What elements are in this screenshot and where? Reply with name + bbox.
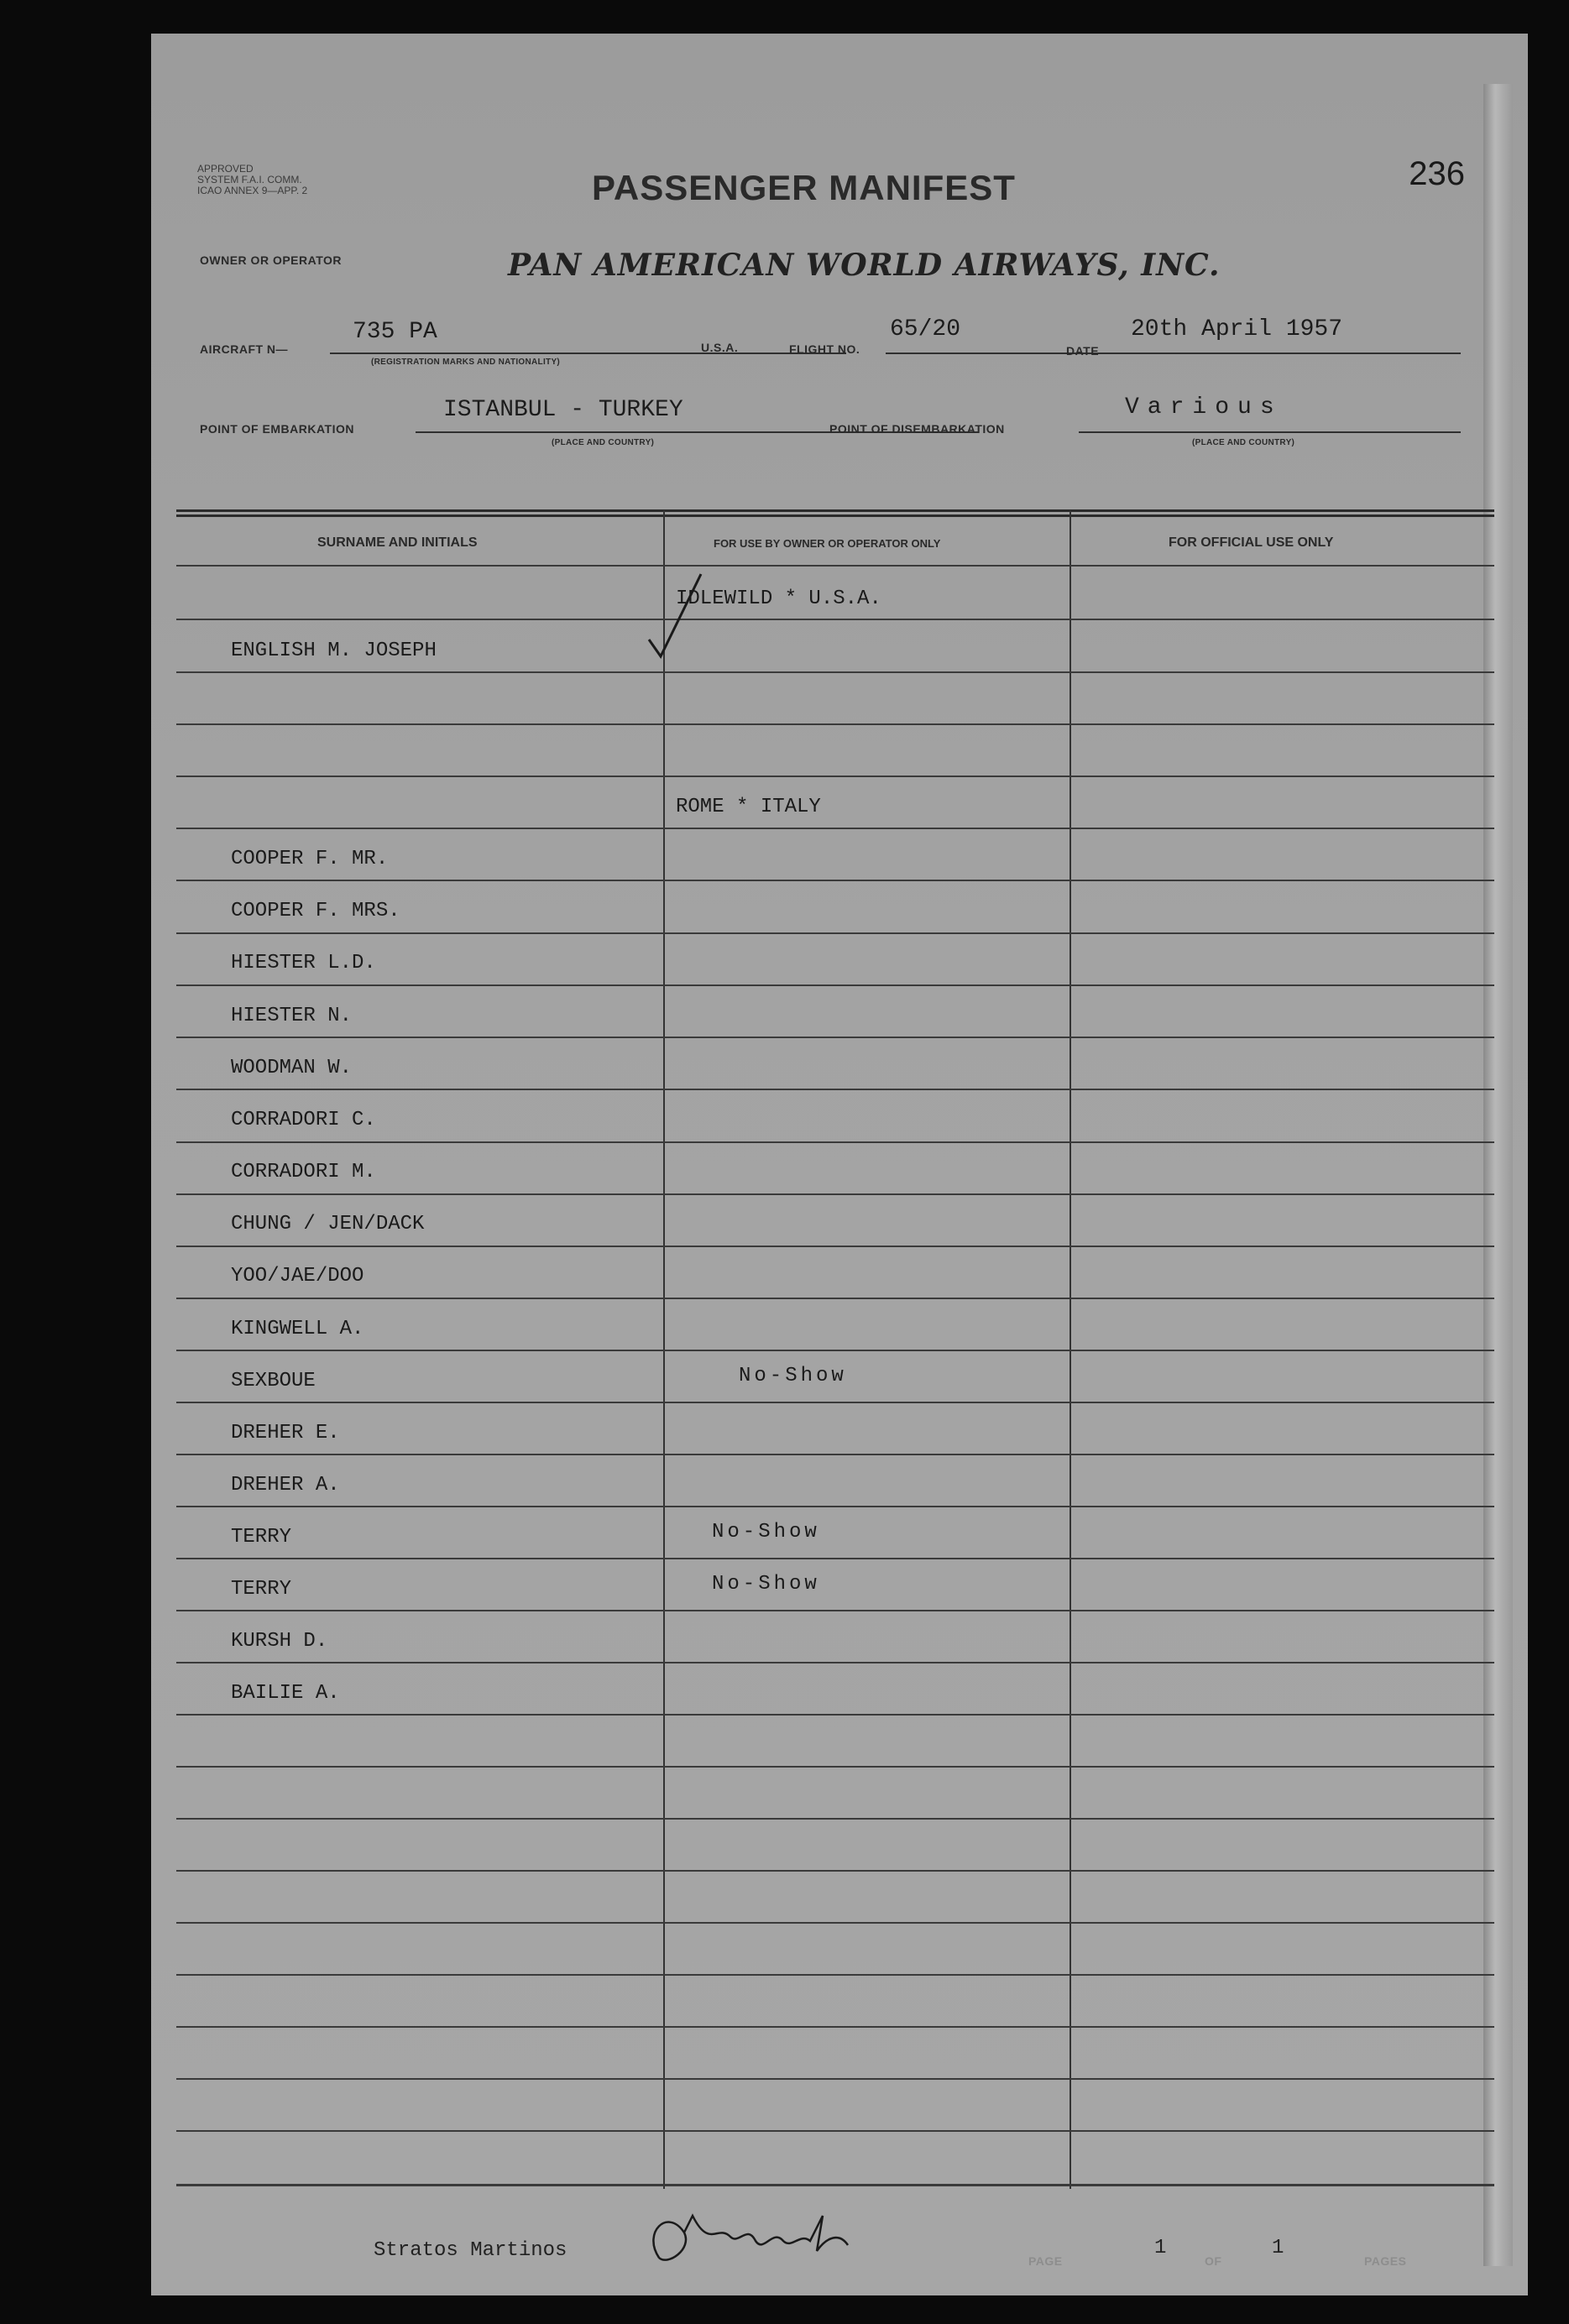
disembark-value: Various: [1125, 394, 1283, 420]
approval-block: [197, 164, 307, 196]
header-official-use: FOR OFFICIAL USE ONLY: [1169, 535, 1334, 550]
date-label: DATE: [1066, 344, 1100, 358]
passenger-name: SEXBOUE: [231, 1370, 316, 1392]
passenger-name: HIESTER L.D.: [231, 952, 376, 974]
approval-line: APPROVED: [197, 163, 254, 175]
of-label: OF: [1205, 2254, 1222, 2268]
aircraft-label: AIRCRAFT N—: [200, 342, 289, 356]
no-show-note: No-Show: [712, 1521, 820, 1543]
operator-name: PAN AMERICAN WORLD AIRWAYS, INC.: [508, 248, 1221, 283]
disembark-caption: (PLACE AND COUNTRY): [1192, 438, 1295, 447]
passenger-name: ENGLISH M. JOSEPH: [231, 640, 437, 662]
embark-value: ISTANBUL - TURKEY: [443, 397, 683, 423]
header-operator-use: FOR USE BY OWNER OR OPERATOR ONLY: [714, 537, 941, 550]
pages-label: PAGES: [1364, 2254, 1407, 2268]
passenger-name: KURSH D.: [231, 1630, 328, 1653]
aircraft-value: 735 PA: [353, 319, 437, 345]
form-title: PASSENGER MANIFEST: [592, 168, 1016, 207]
passenger-name: CHUNG / JEN/DACK: [231, 1213, 425, 1235]
owner-label: OWNER OR OPERATOR: [200, 253, 342, 267]
embark-label: POINT OF EMBARKATION: [200, 422, 354, 436]
passenger-name: BAILIE A.: [231, 1682, 340, 1705]
manifest-sheet: [151, 34, 1528, 2295]
page-value: 1: [1154, 2237, 1167, 2259]
underlying-sheet-edge: [1483, 84, 1513, 2266]
checkmark-icon: [642, 571, 709, 663]
passenger-name: CORRADORI M.: [231, 1161, 376, 1183]
no-show-note: No-Show: [712, 1573, 820, 1595]
passenger-name: TERRY: [231, 1578, 292, 1601]
passenger-name: DREHER A.: [231, 1474, 340, 1496]
passenger-name: YOO/JAE/DOO: [231, 1265, 364, 1287]
passenger-name: WOODMAN W.: [231, 1057, 353, 1079]
destination-rome: ROME * ITALY: [676, 796, 821, 818]
date-value: 20th April 1957: [1131, 316, 1343, 342]
flight-label: FLIGHT NO.: [789, 342, 860, 356]
passenger-name: TERRY: [231, 1526, 292, 1548]
approval-line: ICAO ANNEX 9—APP. 2: [197, 185, 308, 196]
passenger-name: DREHER E.: [231, 1422, 340, 1444]
usa-label: U.S.A.: [701, 341, 739, 354]
disembark-label: POINT OF DISEMBARKATION: [829, 422, 1005, 436]
registration-caption: (REGISTRATION MARKS AND NATIONALITY): [371, 358, 561, 367]
passenger-name: COOPER F. MR.: [231, 848, 389, 870]
signature-image: [634, 2199, 860, 2274]
preparer-name: Stratos Martinos: [374, 2239, 567, 2262]
page-label: PAGE: [1028, 2254, 1063, 2268]
embark-caption: (PLACE AND COUNTRY): [552, 438, 655, 447]
passenger-name: HIESTER N.: [231, 1005, 353, 1027]
flight-value: 65/20: [890, 316, 961, 342]
destination-idlewild: IDLEWILD * U.S.A.: [676, 588, 881, 610]
header-surname: SURNAME AND INITIALS: [317, 535, 478, 550]
passenger-name: COOPER F. MRS.: [231, 900, 400, 922]
approval-line: SYSTEM F.A.I. COMM.: [197, 174, 302, 185]
passenger-name: KINGWELL A.: [231, 1318, 364, 1340]
passenger-name: CORRADORI C.: [231, 1109, 376, 1131]
of-value: 1: [1272, 2237, 1284, 2259]
page-number-stamp: 236: [1409, 155, 1465, 192]
no-show-note: No-Show: [739, 1365, 847, 1387]
